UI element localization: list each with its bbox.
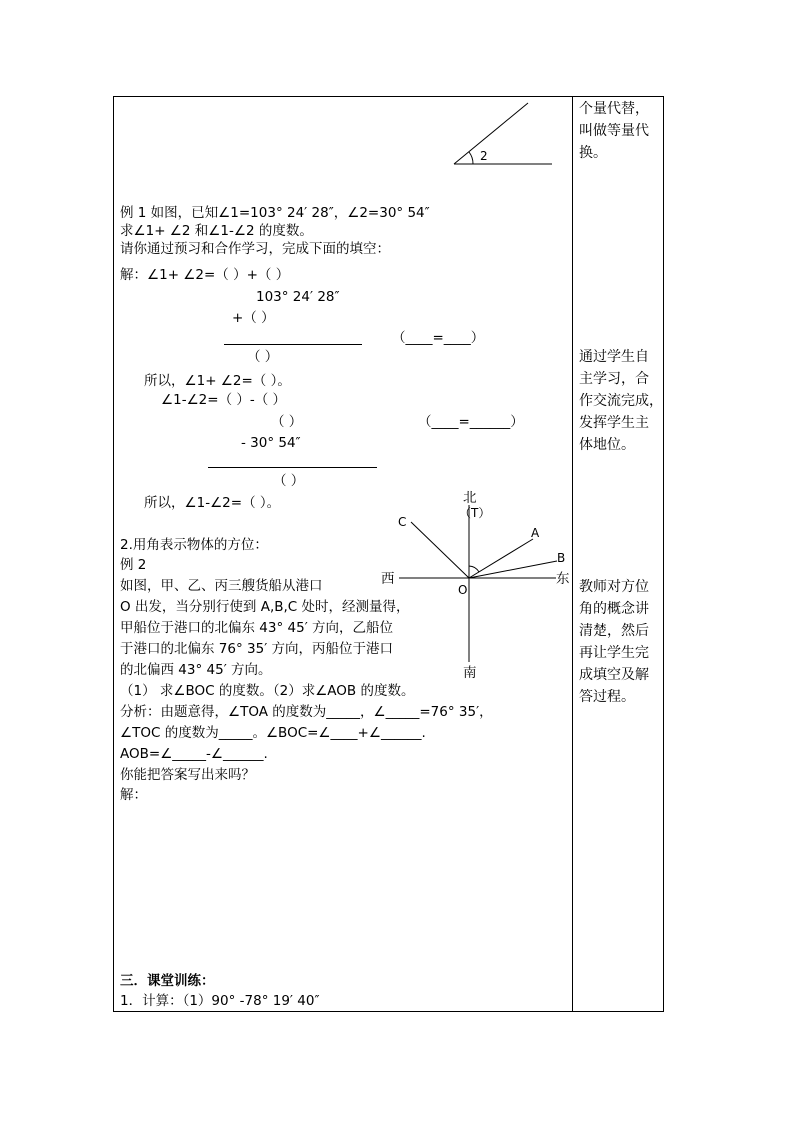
side-note-line: 主学习，合 [579,371,649,387]
section2-title: 2.用角表示物体的方位： [120,537,268,553]
example1-addend: 103° 24′ 28″ [256,289,340,305]
side-note-line: 作交流完成， [579,393,663,409]
example1-plus-line: +（ ） [232,310,275,326]
example2-text: 甲船位于港口的北偏东 43° 45′ 方向，乙船位 [120,620,394,636]
example2-label: 例 2 [120,557,147,573]
example2-analysis: AOB=∠_____-∠______. [120,746,268,762]
example1-subtrahend: - 30° 54″ [241,435,301,451]
side-note-line: 成填空及解 [579,667,649,683]
example2-text: 的北偏西 43° 45′ 方向。 [120,662,272,678]
example1-borrow-blank: （____=______） [418,414,524,430]
example1-question: 求∠1+ ∠2 和∠1-∠2 的度数。 [120,223,313,239]
example1-instruction: 请你通过预习和合作学习，完成下面的填空： [120,241,390,257]
example1-minuend: （ ） [271,414,303,430]
example1-sum-result: （ ） [247,349,279,365]
example2-analysis: ∠TOC 的度数为_____。∠BOC=∠____+∠______. [120,725,426,741]
compass-o-label: O [458,583,468,597]
compass-b-label: B [557,551,566,565]
compass-t-label: （T） [459,506,491,520]
example1-diff-line: ∠1-∠2=（ ）-（ ） [161,392,287,408]
side-note-line: 角的概念讲 [579,601,649,617]
side-note-line: 通过学生自 [579,349,649,365]
example2-text: 如图，甲、乙、丙三艘货船从港口 [120,578,323,594]
side-note-line: 换。 [579,145,607,161]
compass-north-label: 北 [463,490,477,506]
angle-2-figure [454,103,552,164]
diff-rule [208,467,377,468]
compass-a-label: A [531,526,540,540]
example1-diff-result: （ ） [273,473,305,489]
example1-diff-answer: 所以，∠1-∠2=（ ）。 [144,495,281,511]
side-note-line: 发挥学生主 [579,415,649,431]
compass-c-label: C [398,515,407,529]
example2-text: 于港口的北偏东 76° 35′ 方向，丙船位于港口 [120,641,394,657]
side-note-line: 清楚，然后 [579,623,649,639]
side-note-line: 再让学生完 [579,645,649,661]
example1-carry-blank: （____=____） [392,330,485,346]
example2-prompt: 你能把答案写出来吗？ [120,767,255,783]
example1-sum-line: 解：∠1+ ∠2=（ ）+（ ） [120,267,290,283]
example2-questions: （1） 求∠BOC 的度数。（2）求∠AOB 的度数。 [120,683,415,699]
section3-question1: 1．计算：（1）90° -78° 19′ 40″ [120,993,320,1009]
example1-statement: 例 1 如图，已知∠1=103° 24′ 28″，∠2=30° 54″ [120,205,430,221]
section3-title: 三．课堂训练： [120,973,215,989]
example1-sum-answer: 所以，∠1+ ∠2=（ ）。 [144,373,291,389]
example2-solution-label: 解： [120,787,147,803]
sum-rule [224,344,362,345]
side-note-line: 教师对方位 [579,579,649,595]
compass-south-label: 南 [463,665,477,681]
side-note-line: 答过程。 [579,689,635,705]
side-note-line: 体地位。 [579,437,635,453]
angle-2-label: 2 [480,149,488,163]
side-note-line: 个量代替， [579,101,649,117]
example2-text: O 出发，当分别行使到 A,B,C 处时，经测量得， [120,599,410,615]
compass-west-label: 西 [381,571,395,587]
side-note-line: 叫做等量代 [579,123,649,139]
compass-east-label: 东 [556,571,570,587]
example2-analysis: 分析：由题意得，∠TOA 的度数为_____，∠_____=76° 35′， [120,704,493,720]
